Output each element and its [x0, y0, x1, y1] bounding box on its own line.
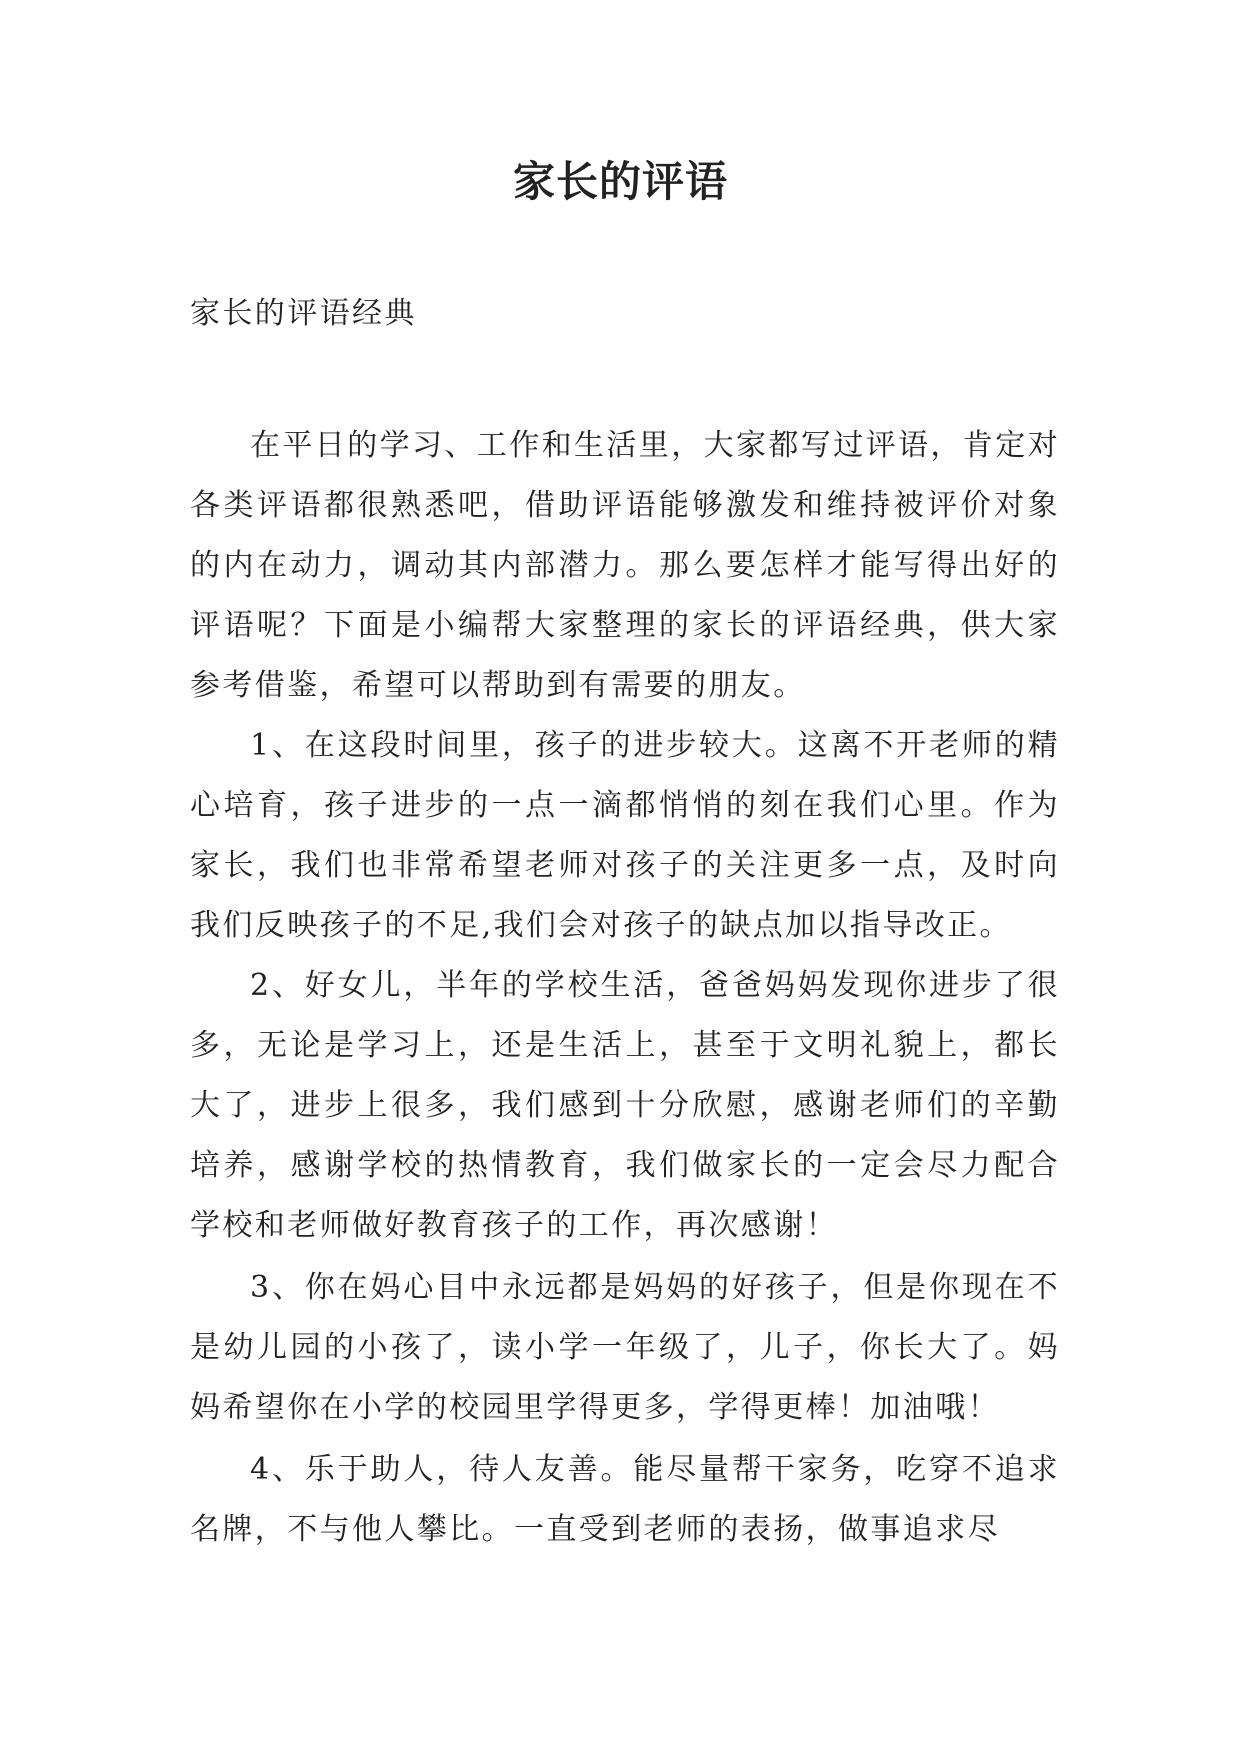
document-title: 家长的评语 [512, 157, 728, 206]
document-body [190, 284, 1060, 1560]
comment-item-2: 2、好女儿，半年的学校生活，爸爸妈妈发现你进步了很多，无论是学习上，还是生活上，甚至于文明礼貌上，都长大了，进步上很多，我们感到十分欣慰，感谢老师们的辛勤培养，感谢学校的热情教育，我们做家长的一定会尽力配合学校和老师做好教育孩子的工作，再次感谢！ [190, 968, 1060, 1243]
comment-item-1: 1、在这段时间里，孩子的进步较大。这离不开老师的精心培育，孩子进步的一点一滴都悄悄的刻在我们心里。作为家长，我们也非常希望老师对孩子的关注更多一点，及时向我们反映孩子的不足,我们会对孩子的缺点加以指导改正。 [190, 728, 1060, 943]
comment-item-4: 4、乐于助人，待人友善。能尽量帮干家务，吃穿不追求名牌，不与他人攀比。一直受到老师的表扬，做事追求尽 [190, 1452, 1060, 1547]
intro-paragraph: 在平日的学习、工作和生活里，大家都写过评语，肯定对各类评语都很熟悉吧，借助评语能够激发和维持被评价对象的内在动力，调动其内部潜力。那么要怎样才能写得出好的评语呢？下面是小编帮大家整理的家长的评语经典，供大家参考借鉴，希望可以帮助到有需要的朋友。 [190, 428, 1060, 703]
comment-item-3: 3、你在妈心目中永远都是妈妈的好孩子，但是你现在不是幼儿园的小孩了，读小学一年级了，儿子，你长大了。妈妈希望你在小学的校园里学得更多，学得更棒！加油哦！ [190, 1270, 1060, 1425]
document-subtitle: 家长的评语经典 [190, 296, 417, 331]
